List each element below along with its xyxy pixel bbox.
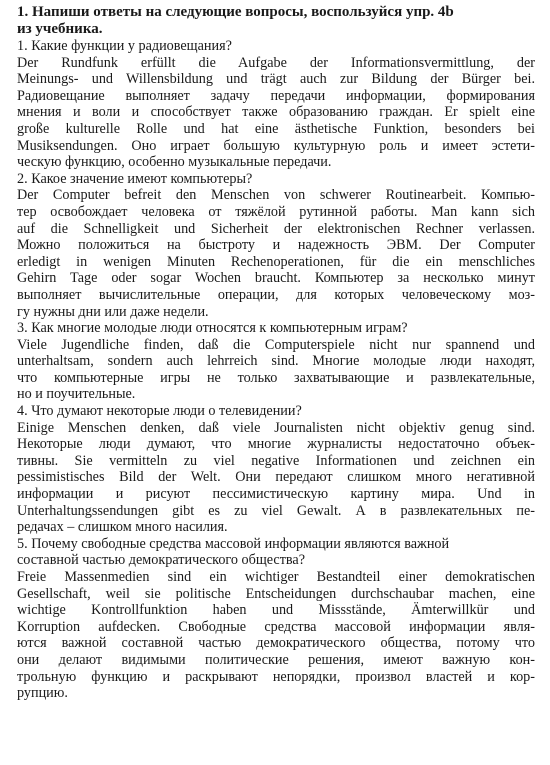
answer-line: unterhaltsam, sondern auch lehrreich sind. Многие молодые люди находят, (17, 353, 535, 370)
answer-line: Meinungs- und Willensbildung und trägt auch zur Bildung der Bürger bei. (17, 71, 535, 88)
answer-3 (17, 337, 535, 403)
answer-4 (17, 420, 535, 536)
answer-line: рупцию. (17, 685, 68, 702)
answer-line: Gehirn Tage oder sogar Wochen braucht. Компьютер за несколько минут (17, 270, 535, 287)
answer-line: трольную функцию и раскрывают непорядки, произвол властей и кор- (17, 668, 535, 685)
question-3: 3. Как многие молодые люди относятся к компьютерным играм? (17, 320, 408, 337)
answer-line: что компьютерные игры не только захватывающие и развлекательные, (17, 369, 535, 386)
worksheet-page (17, 4, 535, 702)
task-title (17, 4, 535, 38)
answer-line: тивны. Sie vermitteln zu viel negative Informationen und zeichnen ein (17, 452, 535, 469)
question-5-line-1: 5. Почему свободные средства массовой информации являются важной (17, 535, 450, 552)
answer-line: Einige Menschen denken, daß viele Journalisten nicht objektiv genug sind. (17, 419, 535, 436)
task-title-line-1: 1. Напиши ответы на следующие вопросы, воспользуйся упр. 4b (17, 4, 454, 20)
answer-line: Gesellschaft, weil sie politische Entscheidungen durchschaubar machen, eine (17, 585, 535, 602)
question-1: 1. Какие функции у радиовещания? (17, 38, 232, 54)
answer-line: Der Computer befreit den Menschen von schwerer Routinearbeit. Компью- (17, 187, 535, 204)
answer-line: выполняет вычислительные операции, для которых человеческому моз- (17, 286, 535, 303)
answer-line: но и поучительные. (17, 386, 136, 403)
answer-line: Musiksendungen. Оно играет большую культурную роль и имеет эстети- (17, 137, 535, 154)
answer-line: Unterhaltungssendungen gibt es zu viel Gewalt. А в развлекательных пе- (17, 502, 535, 519)
answer-line: гу нужны дни или даже недели. (17, 303, 209, 320)
answer-line: Freie Massenmedien sind ein wichtiger Bestandteil einer demokratischen (17, 569, 535, 585)
answer-line: мнения и воли и способствует также образованию граждан. Er spielt eine (17, 104, 535, 121)
question-2: 2. Какое значение имеют компьютеры? (17, 170, 253, 187)
answer-line: информации и рисуют пессимистическую картину мира. Und in (17, 486, 535, 503)
question-5 (17, 536, 535, 569)
answer-line: Можно положиться на быстроту и надежность ЭВМ. Der Computer (17, 237, 535, 254)
answer-line: auf die Schnelligkeit und Sicherheit der elektronischen Rechner verlassen. (17, 220, 535, 237)
answer-line: Viele Jugendliche finden, daß die Computerspiele nicht nur spannend und (17, 336, 535, 353)
answer-line: они делают видимыми политические решения, имеют важную кон- (17, 651, 535, 668)
answer-line: erledigt in wenigen Minuten Rechenoperationen, für die ein menschliches (17, 253, 535, 270)
answer-line: тер освобождает человека от тяжёлой рутинной работы. Man kann sich (17, 203, 535, 220)
answer-line: Korruption aufdecken. Свободные средства массовой информации явля- (17, 618, 535, 635)
answer-line: wichtige Kontrollfunktion haben und Missstände, Ämterwillkür und (17, 602, 535, 619)
answer-line: редачах – слишком много насилия. (17, 519, 228, 536)
answer-line: ются важной составной частью демократического общества, потому что (17, 635, 535, 652)
answer-5 (17, 569, 535, 702)
answer-2 (17, 187, 535, 320)
answer-line: Некоторые люди думают, что многие журналисты недостаточно объек- (17, 436, 535, 453)
task-title-line-2: из учебника. (17, 21, 103, 37)
answer-1 (17, 55, 535, 171)
answer-line: pessimistisches Bild der Welt. Они передают слишком много негативной (17, 469, 535, 486)
question-4: 4. Что думают некоторые люди о телевидении? (17, 403, 302, 420)
answer-line: Der Rundfunk erfüllt die Aufgabe der Informationsvermittlung, der (17, 54, 535, 71)
answer-line: Радиовещание выполняет задачу передачи информации, формирования (17, 87, 535, 104)
question-5-line-2: составной частью демократического общества? (17, 552, 306, 569)
answer-line: große kulturelle Rolle und hat eine ästhetische Funktion, besonders bei (17, 120, 535, 137)
answer-line: ческую функцию, особенно музыкальные передачи. (17, 154, 332, 171)
